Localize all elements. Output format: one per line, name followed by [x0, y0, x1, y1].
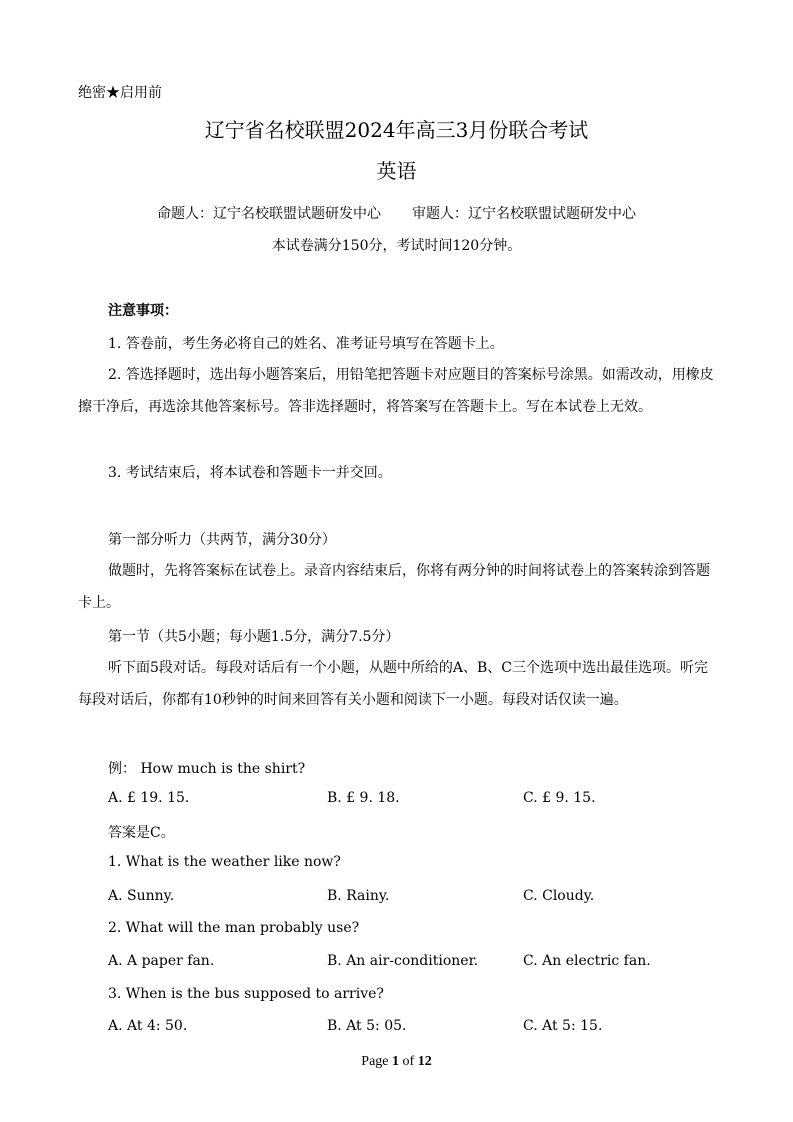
- example-question: 例： How much is the shirt?: [108, 761, 306, 777]
- q2-option-b: B. An air-conditioner.: [327, 953, 479, 969]
- reviewers: 审题人：辽宁名校联盟试题研发中心: [411, 206, 636, 222]
- q3-option-b: B. At 5: 05.: [327, 1018, 407, 1034]
- section1-heading: 第一节（共5小题；每小题1.5分，满分7.5分）: [108, 629, 400, 645]
- page-footer: Page 1 of 12: [361, 1054, 432, 1069]
- notice-item-1: 1. 答卷前，考生务必将自己的姓名、准考证号填写在答题卡上。: [108, 336, 504, 352]
- example-label: 例：: [108, 761, 136, 777]
- notice-item-3: 3. 考试结束后，将本试卷和答题卡一并交回。: [108, 465, 392, 481]
- authors: 命题人：辽宁名校联盟试题研发中心: [157, 206, 382, 222]
- q1-option-c: C. Cloudy.: [523, 888, 595, 904]
- section1-instruction: 听下面5段对话。每段对话后有一个小题，从题中所给的A、B、C三个选项中选出最佳选项。听完每段对话后，你都有10秒钟的时间来回答有关小题和阅读下一小题。每段对话仅读一遍。: [78, 660, 709, 708]
- notice-heading: 注意事项：: [108, 303, 178, 319]
- confidential-label: 绝密★启用前: [78, 85, 162, 101]
- exam-info: 本试卷满分150分，考试时间120分钟。: [271, 238, 522, 254]
- q2-option-c: C. An electric fan.: [523, 953, 651, 969]
- authors-line: [0, 203, 793, 223]
- q3-option-c: C. At 5: 15.: [523, 1018, 603, 1034]
- subject-title: 英语: [376, 159, 417, 183]
- q2-option-a: A. A paper fan.: [108, 953, 215, 969]
- page-total: 12: [417, 1054, 432, 1069]
- example-option-b: B. £ 9. 18.: [327, 790, 400, 806]
- notice-item-2: 2. 答选择题时，选出每小题答案后，用铅笔把答题卡对应题目的答案标号涂黑。如需改动，用橡皮擦干净后，再选涂其他答案标号。答非选择题时，将答案写在答题卡上。写在本试卷上无效。: [78, 367, 714, 415]
- question-1: 1. What is the weather like now?: [108, 854, 341, 870]
- example-answer: 答案是C。: [108, 825, 175, 841]
- q3-option-a: A. At 4: 50.: [108, 1018, 188, 1034]
- question-2: 2. What will the man probably use?: [108, 920, 360, 936]
- example-option-a: A. £ 19. 15.: [108, 790, 190, 806]
- part1-heading: 第一部分听力（共两节，满分30分）: [108, 532, 336, 548]
- example-option-c: C. £ 9. 15.: [523, 790, 596, 806]
- part1-instruction: 做题时，先将答案标在试卷上。录音内容结束后，你将有两分钟的时间将试卷上的答案转涂到答题卡上。: [78, 563, 710, 611]
- page-number: 1: [392, 1054, 400, 1069]
- q1-option-b: B. Rainy.: [327, 888, 390, 904]
- exam-title: 辽宁省名校联盟2024年高三3月份联合考试: [204, 118, 589, 142]
- q1-option-a: A. Sunny.: [108, 888, 175, 904]
- question-3: 3. When is the bus supposed to arrive?: [108, 986, 384, 1002]
